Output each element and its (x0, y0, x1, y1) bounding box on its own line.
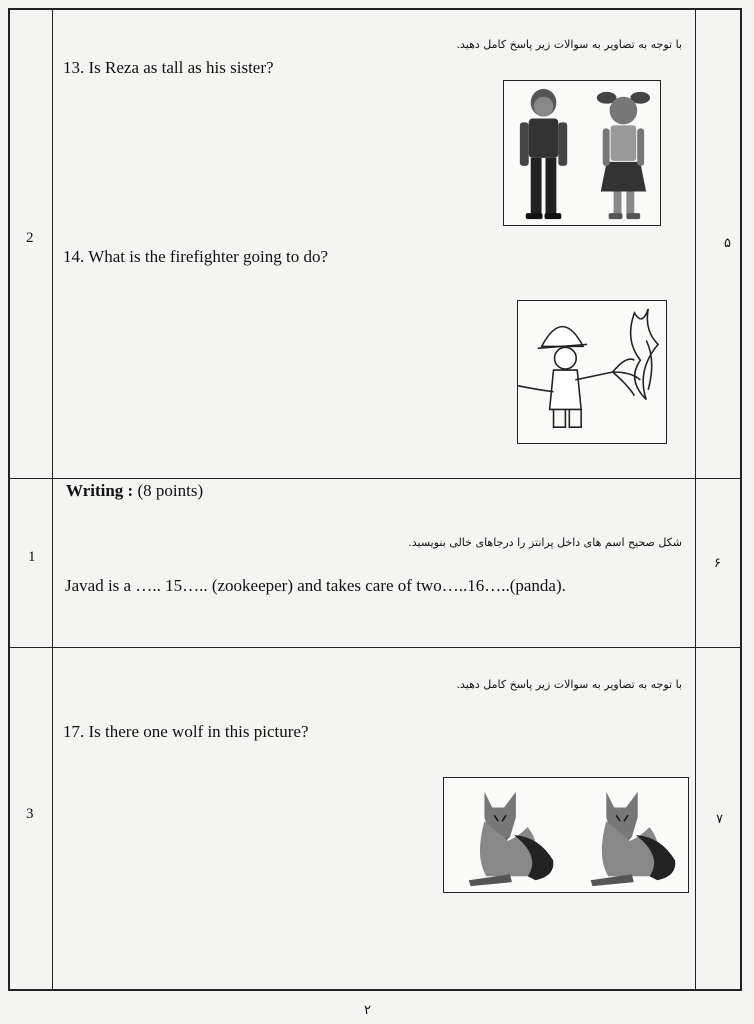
question-13: 13. Is Reza as tall as his sister? (63, 58, 274, 77)
instruction-text: شکل صحیح اسم های داخل پرانتز را درجاهای خالی بنویسید. (408, 536, 682, 549)
row-divider-2 (8, 647, 742, 648)
writing-heading (66, 481, 203, 501)
row-number: ۷ (716, 812, 723, 827)
row-divider-1 (8, 478, 742, 479)
row-number: ۵ (724, 236, 731, 251)
writing-heading-bold: Writing : (66, 481, 134, 500)
row-number-column-divider (695, 8, 696, 991)
question-14: 14. What is the firefighter going to do? (63, 247, 329, 266)
two-wolves-picture (443, 777, 689, 893)
instruction-text: با توجه به تصاویر به سوالات زیر پاسخ کامل دهید. (456, 678, 682, 691)
score-cell: 3 (26, 806, 34, 822)
writing-sentence: Javad is a ….. 15….. (zookeeper) and takes care of two…..16…..(panda). (65, 576, 566, 595)
instruction-text: با توجه به تصاویر به سوالات زیر پاسخ کامل دهید. (456, 38, 682, 51)
row-number: ۶ (714, 556, 721, 571)
page-number: ۲ (364, 1003, 371, 1018)
question-17: 17. Is there one wolf in this picture? (63, 722, 309, 741)
score-cell: 1 (28, 549, 36, 565)
boy-and-girl-picture (503, 80, 661, 226)
score-cell: 2 (26, 230, 34, 246)
firefighter-picture (517, 300, 667, 444)
score-column-divider (52, 8, 53, 991)
writing-heading-points: (8 points) (137, 481, 204, 500)
